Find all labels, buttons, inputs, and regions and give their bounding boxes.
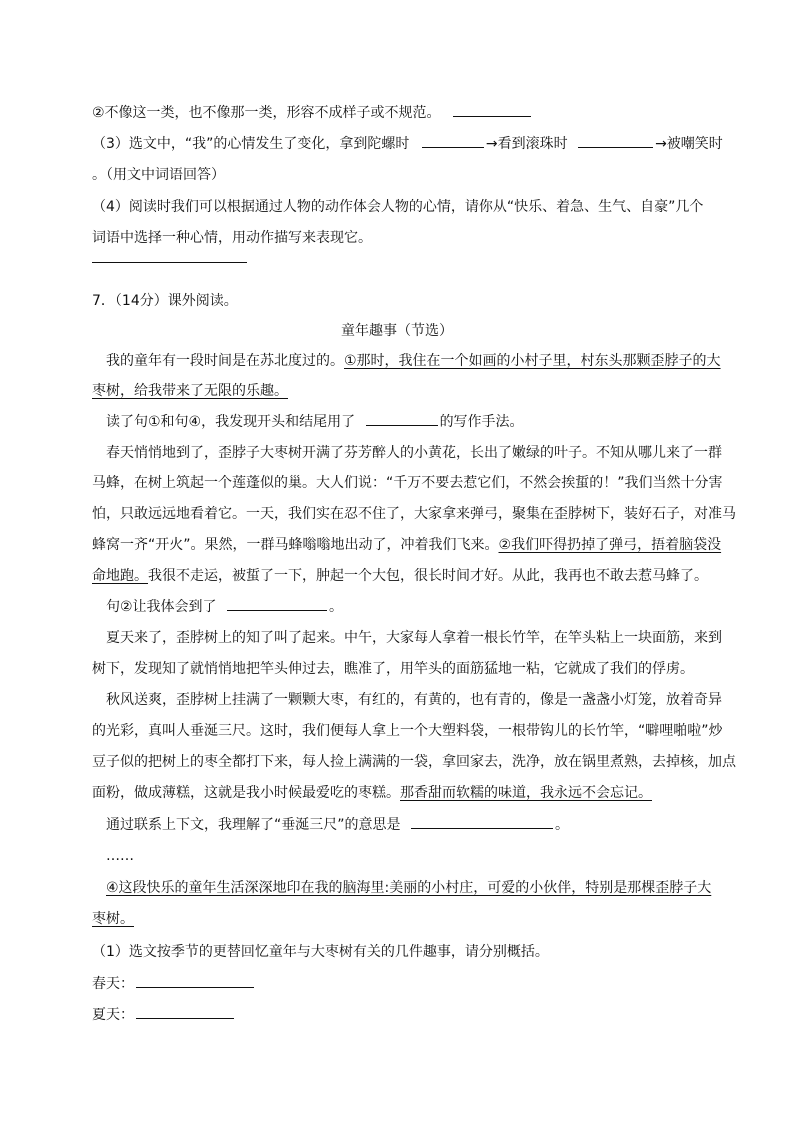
q7-question3: 通过联系上下文，我理解了“垂涎三尺”的意思是 。 [106,814,569,836]
answer-blank[interactable] [453,102,531,117]
q7-question2: 句②让我体会到了 。 [106,596,343,618]
para5-line2: 枣树。 [92,911,134,927]
para1-line1: 我的童年有一段时间是在苏北度过的。①那时，我住在一个如画的小村子里，村东头那颗歪脖子的大 [106,353,721,369]
para2-line5: 命地跑。我很不走运，被蜇了一下，肿起一个大包，很长时间才好。从此，我再也不敢去惹马蜂了。 [92,568,708,584]
q7-heading: 7．（14分）课外阅读。 [92,293,238,309]
answer-line[interactable] [92,262,247,263]
q6-part4-line2: 词语中选择一种心情，用动作描写来表现它。 [92,230,372,246]
para5-line1: ④这段快乐的童年生活深深地印在我的脑海里:美丽的小村庄，可爱的小伙伴，特别是那棵歪脖子大 [106,880,712,896]
para4-line1: 秋风送爽，歪脖树上挂满了一颗颗大枣，有红的，有黄的，也有青的，像是一盏盏小灯笼，放着奇异 [106,692,722,708]
para3-line2: 树下，发现知了就悄悄地把竿头伸过去，瞧准了，用竿头的面筋猛地一粘，它就成了我们的俘虏。 [92,661,694,677]
q7-question1: 读了句①和句④，我发现开头和结尾用了 的写作手法。 [106,411,524,433]
q6-part3-line: （3）选文中，“我”的心情发生了变化，拿到陀螺时 →看到滚珠时 →被嘲笑时 [92,133,723,155]
para2-line1: 春天悄悄地到了，歪脖子大枣树开满了芬芳醉人的小黄花，长出了嫩绿的叶子。不知从哪儿来了一群 [106,445,722,461]
answer-blank[interactable] [136,973,254,988]
spring-answer: 春天： [92,973,256,995]
answer-blank[interactable] [136,1004,234,1019]
para4-line2: 的光彩，真叫人垂涎三尺。这时，我们便每人拿上一个大塑料袋，一根带钩儿的长竹竿，“噼哩啪啦”炒 [92,723,723,739]
para2-line2: 马蜂，在树上筑起一个莲蓬似的巢。大人们说：“千万不要去惹它们，不然会挨蜇的！”我们当然十分害 [92,475,723,491]
para1-line2: 枣树，给我带来了无限的乐趣。 [92,383,288,399]
q7-sub1: （1）选文按季节的更替回忆童年与大枣树有关的几件趣事，请分别概括。 [92,944,549,960]
passage-title: 童年趣事（节选） [341,323,453,339]
summer-answer: 夏天： [92,1004,236,1026]
para3-line1: 夏天来了，歪脖树上的知了叫了起来。中午，大家每人拿着一根长竹竿，在竿头粘上一块面筋，来到 [106,630,722,646]
para4-line3: 豆子似的把树上的枣全都打下来，每人捡上满满的一袋，拿回家去，洗净，放在锅里煮熟，去掉核，加点 [92,754,736,770]
answer-blank[interactable] [578,133,653,148]
answer-blank[interactable] [227,596,327,611]
para2-line4: 蜂窝一齐“开火”。果然，一群马蜂嗡嗡地出动了，冲着我们飞来。②我们吓得扔掉了弹弓，捂着脑袋没 [92,537,722,553]
q6-part3-note: 。（用文中词语回答） [92,167,225,183]
para2-line3: 怕，只敢远远地看着它。一天，我们实在忍不住了，大家拿来弹弓，聚集在歪脖树下，装好石子，对准马 [92,506,736,522]
ellipsis: …… [106,848,134,864]
answer-blank[interactable] [366,411,438,426]
q6-item2-line: ②不像这一类，也不像那一类，形容不成样子或不规范。 [92,102,533,124]
para4-line4: 面粉，做成薄糕，这就是我小时候最爱吃的枣糕。那香甜而软糯的味道，我永远不会忘记。 [92,785,652,801]
q6-part4-line1: （4）阅读时我们可以根据通过人物的动作体会人物的心情，请你从“快乐、着急、生气、自豪”几个 [92,199,704,215]
answer-blank[interactable] [422,133,484,148]
answer-blank[interactable] [411,814,553,829]
